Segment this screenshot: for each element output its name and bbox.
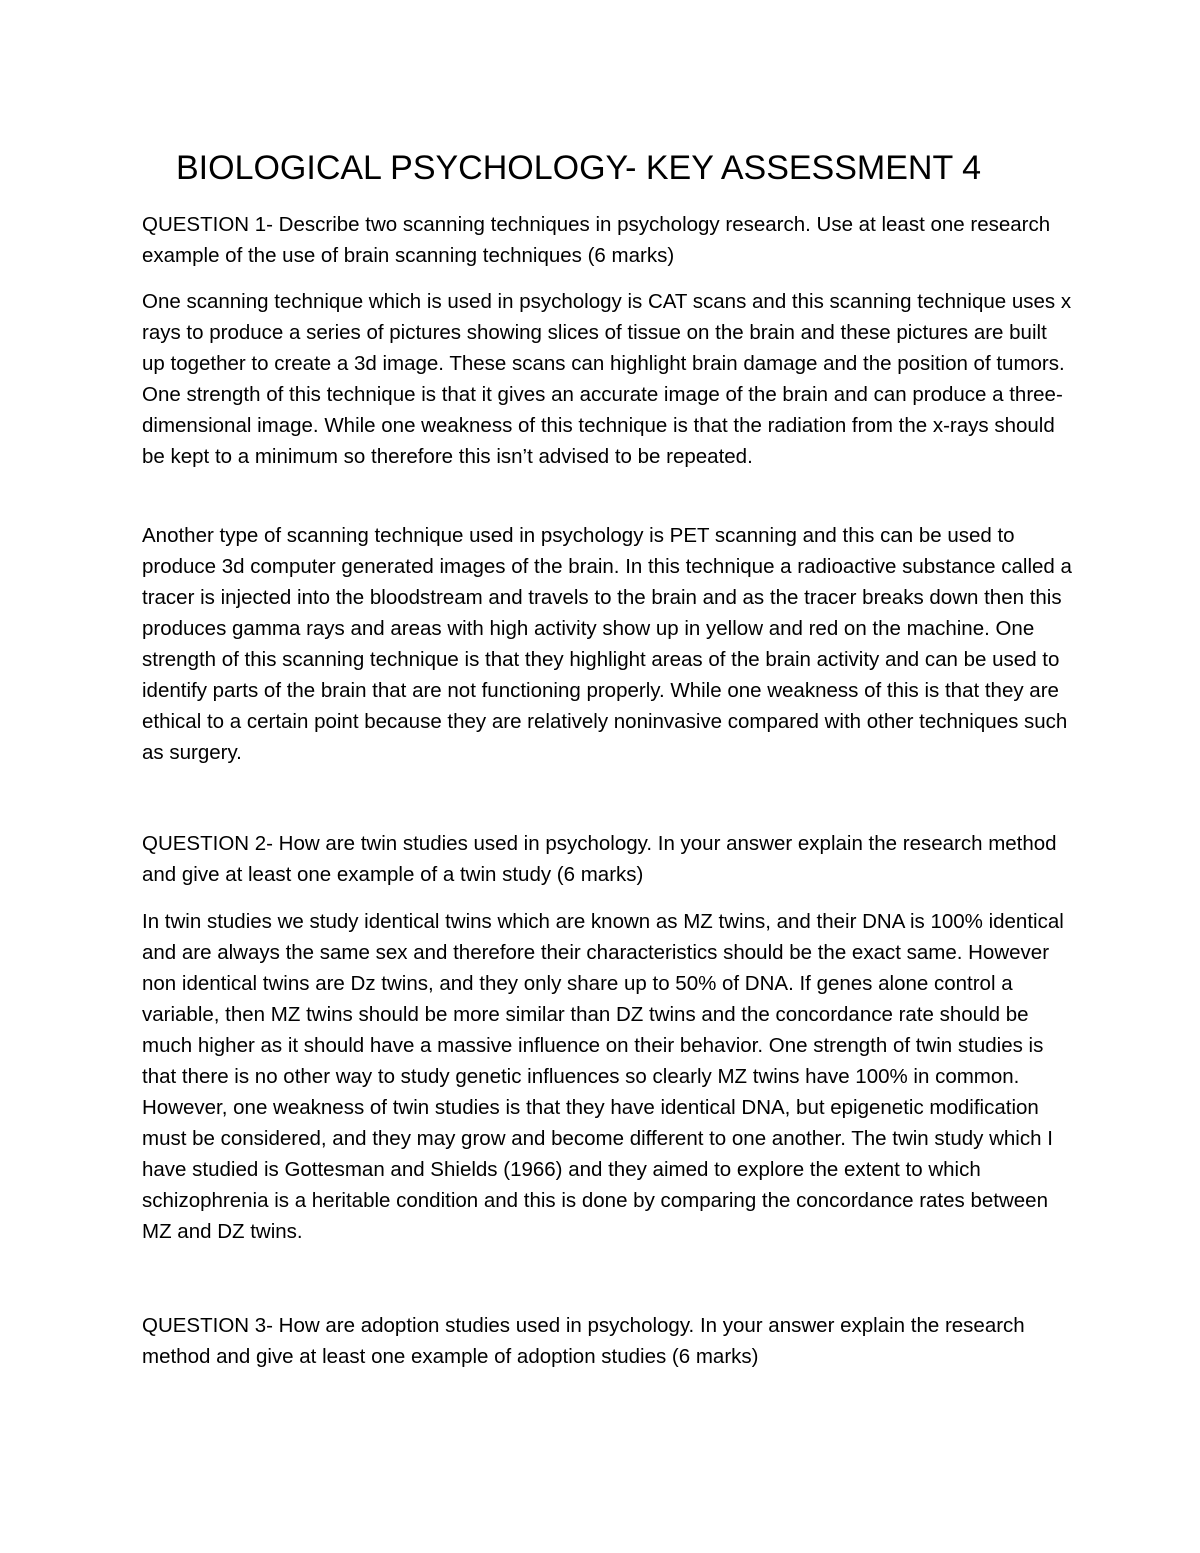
question-3: QUESTION 3- How are adoption studies used in psychology. In your answer explain the research method and give at least one example of adoption studies (6 marks)	[142, 1314, 1025, 1368]
document-title: BIOLOGICAL PSYCHOLOGY- KEY ASSESSMENT 4	[176, 149, 981, 187]
answer-1-paragraph-1: One scanning technique which is used in psychology is CAT scans and this scanning technique uses x rays to produce a series of pictures showing slices of tissue on the brain and these pictures are built up together to create a 3d image. These scans can highlight brain damage and the position of tumors. One strength of this technique is that it gives an accurate image of the brain and can produce a three-dimensional image. While one weakness of this technique is that the radiation from the x-rays should be kept to a minimum so therefore this isn’t advised to be repeated.	[142, 290, 1072, 468]
question-1: QUESTION 1- Describe two scanning techniques in psychology research. Use at least one research example of the use of brain scanning techniques (6 marks)	[142, 213, 1051, 267]
question-2: QUESTION 2- How are twin studies used in psychology. In your answer explain the research method and give at least one example of a twin study (6 marks)	[142, 832, 1057, 886]
answer-2: In twin studies we study identical twins which are known as MZ twins, and their DNA is 100% identical and are always the same sex and therefore their characteristics should be the exact same. However non identical twins are Dz twins, and they only share up to 50% of DNA. If genes alone control a variable, then MZ twins should be more similar than DZ twins and the concordance rate should be much higher as it should have a massive influence on their behavior. One strength of twin studies is that there is no other way to study genetic influences so clearly MZ twins have 100% in common. However, one weakness of twin studies is that they have identical DNA, but epigenetic modification must be considered, and they may grow and become different to one another. The twin study which I have studied is Gottesman and Shields (1966) and they aimed to explore the extent to which schizophrenia is a heritable condition and this is done by comparing the concordance rates between MZ and DZ twins.	[142, 910, 1064, 1243]
answer-1-paragraph-2: Another type of scanning technique used in psychology is PET scanning and this can be used to produce 3d computer generated images of the brain. In this technique a radioactive substance called a tracer is injected into the bloodstream and travels to the brain and as the tracer breaks down then this produces gamma rays and areas with high activity show up in yellow and red on the machine. One strength of this scanning technique is that they highlight areas of the brain activity and can be used to identify parts of the brain that are not functioning properly. While one weakness of this is that they are ethical to a certain point because they are relatively noninvasive compared with other techniques such as surgery.	[142, 524, 1072, 764]
